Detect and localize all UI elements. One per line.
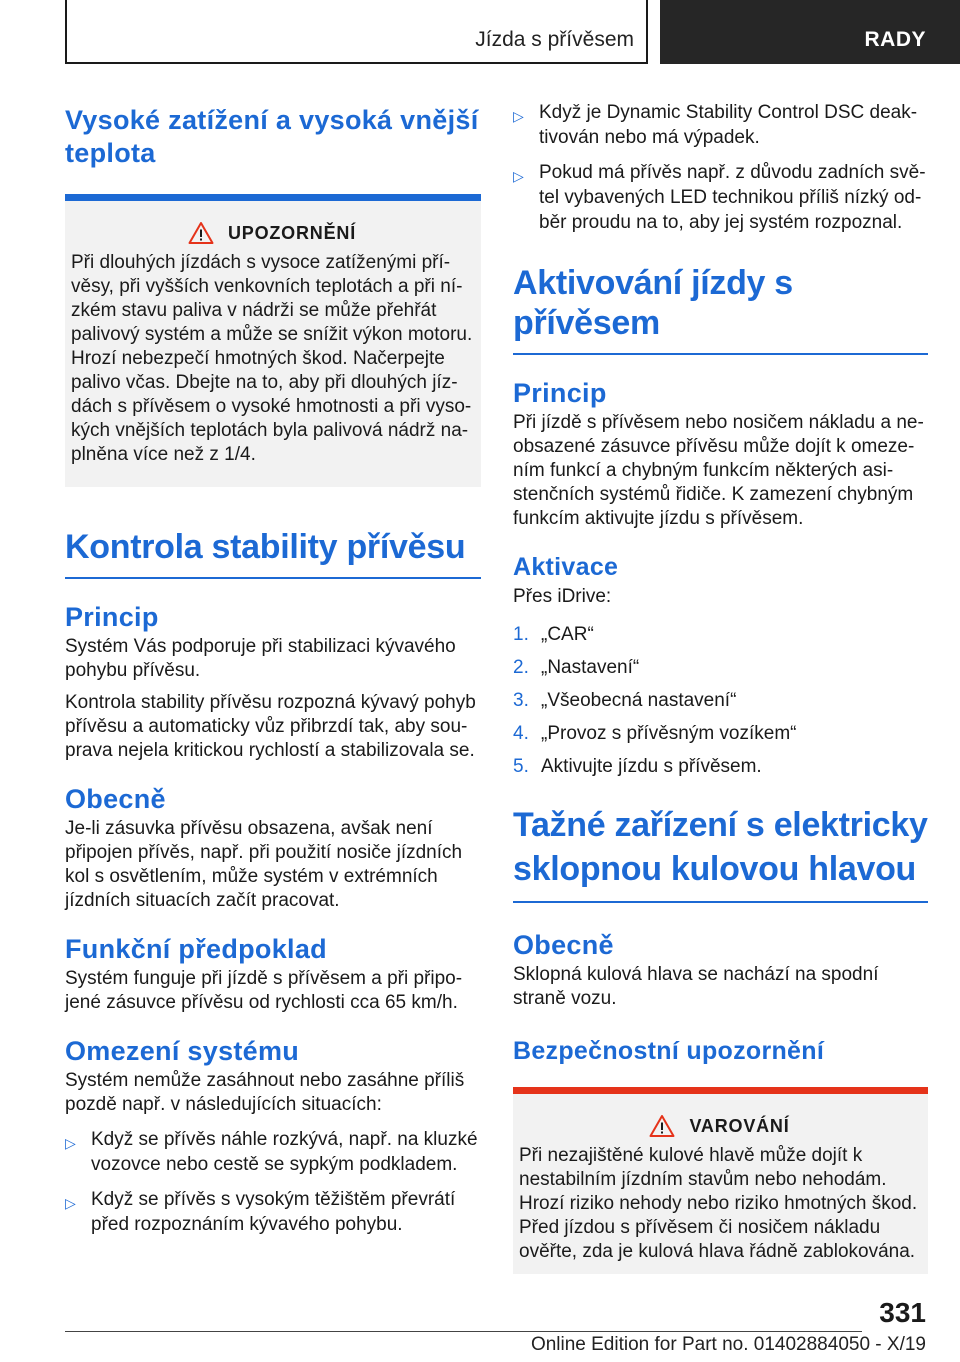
- list-item: ▷ Když se přívěs s vysokým těžištěm převrátí před rozpoznáním kývavého pohybu.: [65, 1189, 456, 1235]
- heading-safety-notes: Bezpečnostní upozornění: [513, 1037, 825, 1065]
- warning-header: [71, 221, 473, 245]
- heading-principle: Princip: [65, 602, 159, 632]
- footer-rule: [65, 1331, 862, 1332]
- heading-system-limits: Omezení systému: [65, 1036, 300, 1066]
- page-number: 331: [879, 1297, 926, 1328]
- warning-text: Při dlouhých jízdách s vysoce zatíženými přívěsy, při vyšších venkovních teplotách a při nízkém stavu paliva v nádrži se může přehřát palivový systém a může se snížit výkon motoru. Hrozí nebezpečí hmotných škod. Načerpejte palivo včas. Dbejte na to, aby při dlouhých jízdách s přívěsem o vysoké hmotnosti a při vysokých vnějších teplotách byla palivová nádrž naplněna více než z 1/4.: [71, 252, 473, 465]
- list-item: ▷ Když je Dynamic Stability Control DSC deaktivován nebo má výpadek.: [513, 102, 918, 148]
- list-item: 5. Aktivujte jízdu s přívěsem.: [513, 756, 762, 777]
- warning-text: Při nezajištěné kulové hlavě může dojít k nestabilním jízdním stavům nebo nehodám. Hrozí riziko nehody nebo riziko hmotných škod. Před jízdou s přívěsem či nosičem nákladu ověřte, zda je kulová hlava řádně zablokována.: [519, 1145, 918, 1262]
- warning-title: UPOZORNĚNÍ: [227, 222, 356, 243]
- limits-list-continued: [513, 100, 928, 235]
- heading-principle: Princip: [513, 378, 607, 408]
- triangle-bullet-icon: ▷: [513, 108, 524, 124]
- heading-function-requirement: Funkční předpoklad: [65, 934, 327, 964]
- principle-text-1: Systém Vás podporuje při stabilizaci kývavého pohybu přívěsu.: [65, 636, 456, 681]
- warning-triangle-icon: [649, 1114, 675, 1138]
- heading-high-load: Vysoké zatížení a vysoká vnější teplota: [65, 105, 479, 168]
- heading-rule: [513, 353, 928, 355]
- warning-callout: [513, 1087, 928, 1274]
- list-item: ▷ Když se přívěs náhle rozkývá, např. na kluzké vozovce nebo cestě se sypkým podkladem.: [65, 1129, 478, 1175]
- list-item: ▷ Pokud má přívěs např. z důvodu zadních světel vybavených LED technikou příliš nízký odběr proudu na to, aby jej systém rozpoznal.: [513, 162, 926, 233]
- warning-title: VAROVÁNÍ: [689, 1115, 790, 1136]
- list-item: 1. „CAR“: [513, 624, 594, 645]
- activation-steps: [513, 623, 928, 779]
- heading-trailer-stability: Kontrola stability přívěsu: [65, 528, 466, 566]
- heading-activation: Aktivace: [513, 553, 619, 581]
- list-item: 4. „Provoz s přívěsným vozíkem“: [513, 723, 797, 744]
- header-tab-label: RADY: [864, 28, 926, 51]
- heading-rule: [65, 577, 481, 579]
- list-item: 3. „Všeobecná nastavení“: [513, 690, 737, 711]
- via-idrive-text: Přes iDrive:: [513, 586, 612, 607]
- triangle-bullet-icon: ▷: [65, 1135, 76, 1151]
- principle-text-2: Kontrola stability přívěsu rozpozná kývavý pohyb přívěsu a automaticky vůz přibrzdí tak, aby souprava nejela kritickou rychlostí a stabilizovala se.: [65, 692, 476, 761]
- left-column: [65, 104, 481, 1247]
- warning-header: [519, 1114, 920, 1138]
- right-column: [513, 100, 928, 1274]
- general-text: Je-li zásuvka přívěsu obsazena, avšak není připojen přívěs, např. při použití nosiče jízdních kol s osvětlením, může systém v extrémních jízdních situacích začít pracovat.: [65, 818, 463, 911]
- limits-text: Systém nemůže zasáhnout nebo zasáhne příliš pozdě např. v následujících situacích:: [65, 1070, 465, 1115]
- general-text: Sklopná kulová hlava se nachází na spodní straně vozu.: [513, 964, 879, 1009]
- limits-list: [65, 1127, 481, 1237]
- header-section-title: Jízda s přívěsem: [475, 28, 634, 51]
- triangle-bullet-icon: ▷: [513, 168, 524, 184]
- heading-rule: [513, 901, 928, 903]
- heading-towbar: Tažné zařízení s elektricky sklopnou kulovou hlavou: [513, 806, 928, 888]
- warning-triangle-icon: [188, 221, 214, 245]
- header-tab: [660, 0, 960, 64]
- warning-callout: [65, 194, 481, 487]
- function-text: Systém funguje při jízdě s přívěsem a při připojené zásuvce přívěsu od rychlosti cca 65 km/h.: [65, 968, 463, 1013]
- heading-general: Obecně: [65, 784, 166, 814]
- principle-text: Při jízdě s přívěsem nebo nosičem nákladu a neobsazené zásuvce přívěsu může dojít k omezením funkcí a chybným funkcím některých asistenčních systémů řidiče. K zamezení chybným funkcím aktivujte jízdu s přívěsem.: [513, 412, 924, 529]
- heading-general: Obecně: [513, 930, 614, 960]
- heading-activate-trailer-mode: Aktivování jízdy s přívěsem: [513, 264, 793, 342]
- list-item: 2. „Nastavení“: [513, 657, 640, 678]
- footer-edition: Online Edition for Part no. 01402884050 - X/19: [530, 1334, 926, 1355]
- triangle-bullet-icon: ▷: [65, 1195, 76, 1211]
